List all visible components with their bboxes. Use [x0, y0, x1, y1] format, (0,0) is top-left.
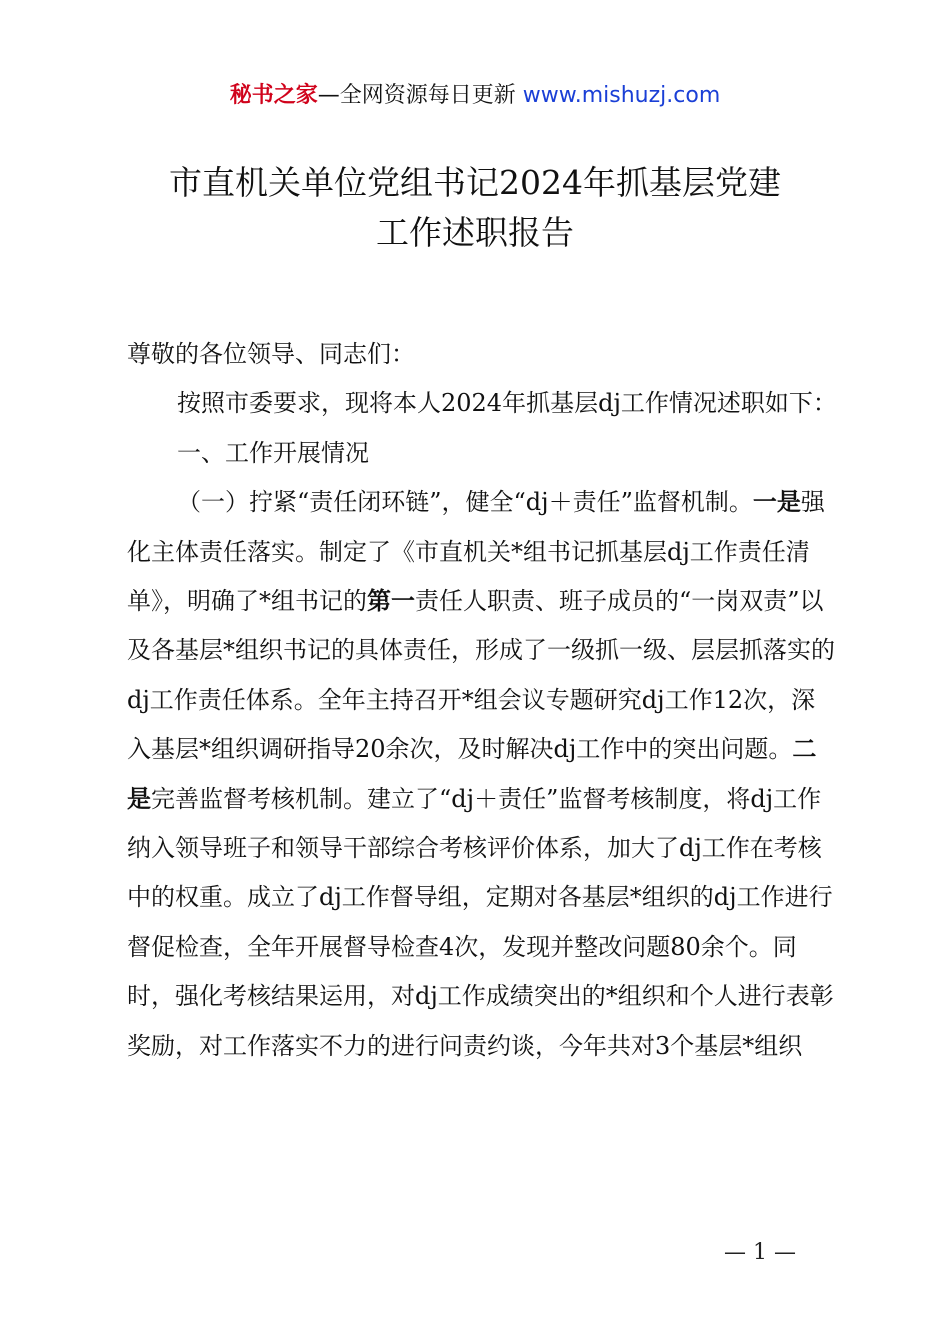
paragraph-text-2: 责任人职责、班子成员的“一岗双责”以及各基层*组织书记的具体责任，形成了一级抓一级、层层抓落实的dj工作责任体系。全年主持召开*组会议专题研究dj工作12次，深入基层*组织调研指导20余次，及时解决dj工作中的突出问题。	[127, 587, 835, 764]
title-line-2: 工作述职报告	[376, 213, 574, 252]
page-number: — 1 —	[724, 1240, 796, 1265]
title-line-1: 市直机关单位党组书记2024年抓基层党建	[169, 163, 781, 202]
paragraph-responsibility	[127, 478, 837, 1071]
bold-marker-3: 二是	[127, 735, 817, 813]
paragraph-text-1: 强化主体责任落实。制定了《市直机关*组书记抓基层dj工作责任清单》，明确了*组书记的	[127, 488, 825, 616]
brand-name: 秘书之家	[229, 83, 318, 108]
banner-url-link[interactable]: www.mishuzj.com	[522, 83, 721, 108]
subsection-heading: （一）拧紧“责任闭环链”，健全“dj＋责任”监督机制。	[177, 488, 753, 517]
section-heading: 一、工作开展情况	[177, 438, 369, 467]
intro-paragraph: 按照市委要求，现将本人2024年抓基层dj工作情况述职如下：	[177, 389, 837, 418]
site-banner	[0, 80, 950, 112]
bold-marker-1: 一是	[752, 488, 801, 517]
banner-slogan: —全网资源每日更新	[317, 83, 523, 108]
salutation: 尊敬的各位领导、同志们：	[127, 340, 415, 368]
document-title	[100, 158, 850, 258]
document-body	[127, 330, 837, 1071]
bold-marker-2: 第一	[367, 587, 415, 616]
paragraph-text-3: 完善监督考核机制。建立了“dj＋责任”监督考核制度，将dj工作纳入领导班子和领导干部综合考核评价体系，加大了dj工作在考核中的权重。成立了dj工作督导组，定期对各基层*组织的dj工作进行督促检查，全年开展督导检查4次，发现并整改问题80余个。同时，强化考核结果运用，对dj工作成绩突出的*组织和个人进行表彰奖励，对工作落实不力的进行问责约谈，今年共对3个基层*组织	[127, 784, 834, 1060]
